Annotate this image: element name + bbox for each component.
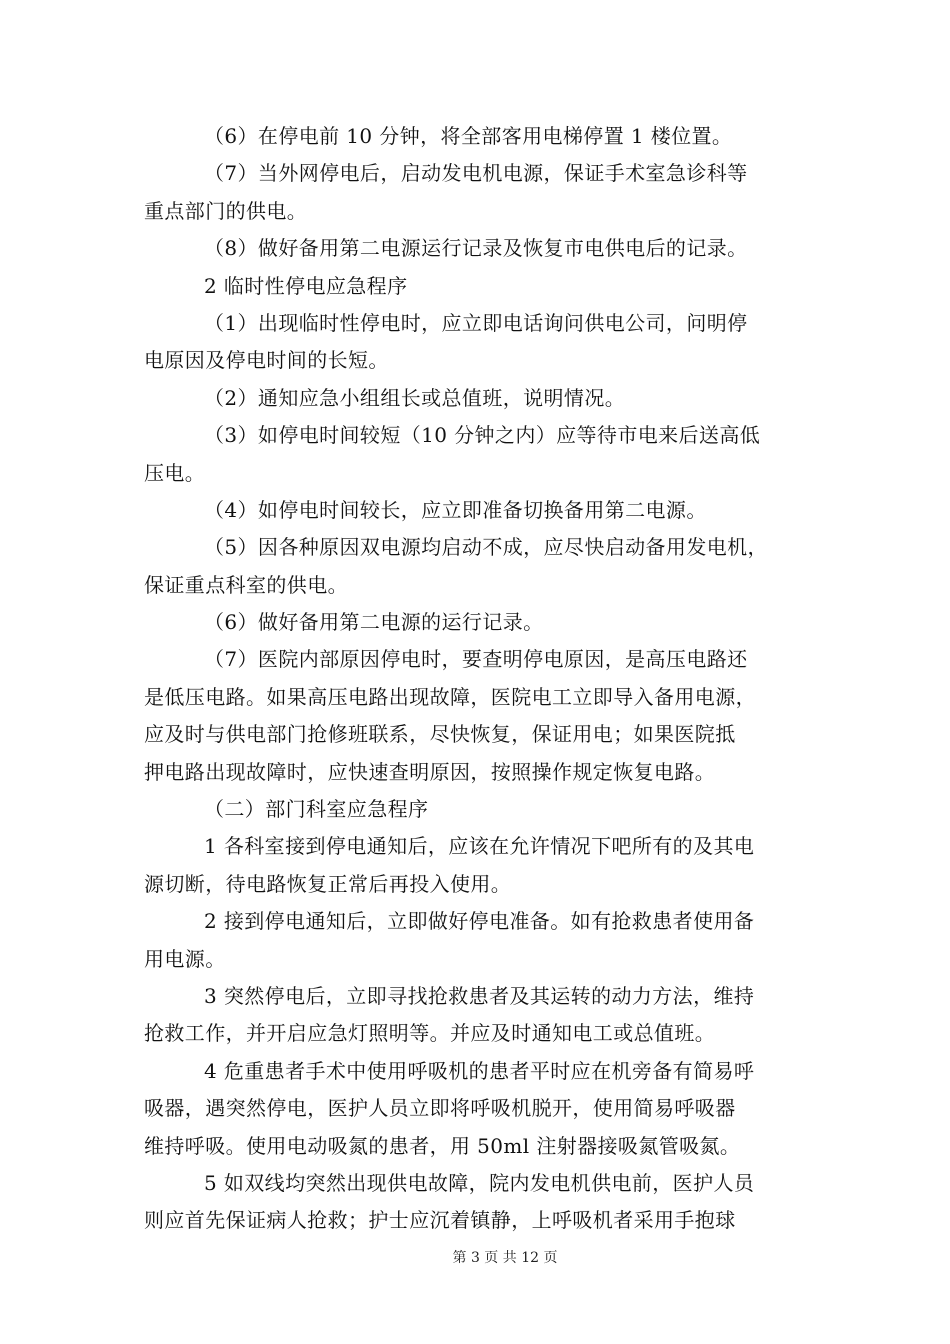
text-line: （6）做好备用第二电源的运行记录。	[204, 610, 544, 635]
text-line: 2 接到停电通知后，立即做好停电准备。如有抢救患者使用备	[204, 909, 755, 934]
text-line: 5 如双线均突然出现供电故障，院内发电机供电前，医护人员	[204, 1170, 755, 1195]
text-line: （6）在停电前 10 分钟，将全部客用电梯停置 1 楼位置。	[204, 124, 733, 148]
text-line: （7）医院内部原因停电时，要查明停电原因，是高压电路还	[204, 647, 748, 672]
text-line: 用电源。	[144, 946, 226, 971]
text-line: 源切断，待电路恢复正常后再投入使用。	[144, 871, 512, 896]
text-line: （7）当外网停电后，启动发电机电源，保证手术室急诊科等	[204, 161, 748, 186]
text-line: （2）通知应急小组组长或总值班，说明情况。	[204, 385, 626, 410]
text-line: （二）部门科室应急程序	[204, 797, 429, 822]
text-line: 3 突然停电后，立即寻找抢救患者及其运转的动力方法，维持	[204, 983, 755, 1008]
text-line: 维持呼吸。使用电动吸氮的患者，用 50ml 注射器接吸氮管吸氮。	[144, 1133, 741, 1158]
text-line: 则应首先保证病人抢救；护士应沉着镇静，上呼吸机者采用手抱球	[144, 1208, 736, 1233]
text-line: 1 各科室接到停电通知后，应该在允许情况下吧所有的及其电	[204, 834, 755, 859]
text-line: （1）出现临时性停电时，应立即电话询问供电公司，问明停	[204, 310, 748, 335]
text-line: （5）因各种原因双电源均启动不成，应尽快启动备用发电机，	[204, 535, 768, 560]
text-line: 吸器，遇突然停电，医护人员立即将呼吸机脱开，使用简易呼吸器	[144, 1096, 736, 1121]
text-line: 2 临时性停电应急程序	[204, 273, 408, 298]
document-body	[144, 118, 814, 1240]
text-line: 重点部门的供电。	[144, 198, 308, 223]
text-line: 压电。	[144, 460, 206, 485]
text-line: 抢救工作，并开启应急灯照明等。并应及时通知电工或总值班。	[144, 1021, 716, 1046]
text-line: 4 危重患者手术中使用呼吸机的患者平时应在机旁备有简易呼	[204, 1058, 755, 1083]
text-line: （4）如停电时间较长，应立即准备切换备用第二电源。	[204, 497, 707, 522]
text-line: 电原因及停电时间的长短。	[144, 348, 389, 373]
text-line: （3）如停电时间较短（10 分钟之内）应等待市电来后送高低	[204, 423, 761, 448]
text-line: 应及时与供电部门抢修班联系，尽快恢复，保证用电；如果医院抵	[144, 722, 736, 747]
text-line: （8）做好备用第二电源运行记录及恢复市电供电后的记录。	[204, 236, 748, 261]
page-number-footer: 第 3 页 共 12 页	[452, 1250, 558, 1266]
text-line: 押电路出现故障时，应快速查明原因，按照操作规定恢复电路。	[144, 759, 716, 784]
text-line: 是低压电路。如果高压电路出现故障，医院电工立即导入备用电源，	[144, 684, 756, 709]
text-line: 保证重点科室的供电。	[144, 572, 348, 597]
